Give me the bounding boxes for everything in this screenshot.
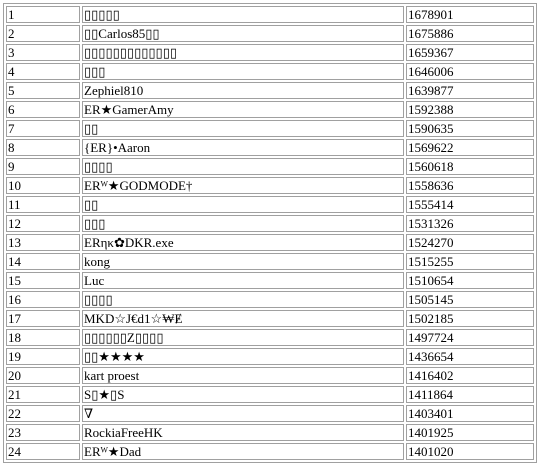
table-row [6, 386, 534, 403]
score-cell: 1678901 [406, 6, 534, 23]
player-name-cell: ▯▯ [82, 196, 404, 213]
player-name-cell: Zephiel810 [82, 82, 404, 99]
player-name-cell: ∇ [82, 405, 404, 422]
player-name-cell: ▯▯▯ [82, 215, 404, 232]
rank-cell: 12 [6, 215, 80, 232]
player-name-cell: ▯▯▯▯▯▯▯▯▯▯▯▯▯ [82, 44, 404, 61]
rank-cell: 8 [6, 139, 80, 156]
player-name-cell: kong [82, 253, 404, 270]
player-name-cell: ▯▯▯▯▯▯Z▯▯▯▯ [82, 329, 404, 346]
score-cell: 1560618 [406, 158, 534, 175]
score-cell: 1515255 [406, 253, 534, 270]
score-cell: 1590635 [406, 120, 534, 137]
player-name-cell: ERηκ✿DKR.exe [82, 234, 404, 251]
rank-cell: 21 [6, 386, 80, 403]
score-cell: 1659367 [406, 44, 534, 61]
rank-cell: 15 [6, 272, 80, 289]
rank-cell: 17 [6, 310, 80, 327]
score-cell: 1403401 [406, 405, 534, 422]
table-row [6, 158, 534, 175]
table-row [6, 120, 534, 137]
table-row [6, 177, 534, 194]
table-row [6, 82, 534, 99]
player-name-cell: kart proest [82, 367, 404, 384]
leaderboard-table [3, 3, 537, 463]
table-row [6, 329, 534, 346]
table-row [6, 25, 534, 42]
player-name-cell: ▯▯▯▯▯ [82, 6, 404, 23]
rank-cell: 20 [6, 367, 80, 384]
rank-cell: 18 [6, 329, 80, 346]
score-cell: 1646006 [406, 63, 534, 80]
table-row [6, 196, 534, 213]
player-name-cell: ▯▯▯▯ [82, 158, 404, 175]
rank-cell: 19 [6, 348, 80, 365]
rank-cell: 9 [6, 158, 80, 175]
player-name-cell: S▯★▯S [82, 386, 404, 403]
score-cell: 1675886 [406, 25, 534, 42]
table-row [6, 253, 534, 270]
rank-cell: 13 [6, 234, 80, 251]
table-row [6, 424, 534, 441]
rank-cell: 4 [6, 63, 80, 80]
rank-cell: 24 [6, 443, 80, 460]
score-cell: 1555414 [406, 196, 534, 213]
score-cell: 1401925 [406, 424, 534, 441]
score-cell: 1531326 [406, 215, 534, 232]
rank-cell: 22 [6, 405, 80, 422]
player-name-cell: RockiaFreeHK [82, 424, 404, 441]
player-name-cell: ▯▯ [82, 120, 404, 137]
score-cell: 1411864 [406, 386, 534, 403]
score-cell: 1401020 [406, 443, 534, 460]
rank-cell: 16 [6, 291, 80, 308]
player-name-cell: ERᵂ★Dad [82, 443, 404, 460]
table-row [6, 310, 534, 327]
table-row [6, 367, 534, 384]
player-name-cell: MKD☆J€d1☆₩Ɇ [82, 310, 404, 327]
rank-cell: 23 [6, 424, 80, 441]
table-row [6, 291, 534, 308]
rank-cell: 14 [6, 253, 80, 270]
rank-cell: 3 [6, 44, 80, 61]
table-row [6, 6, 534, 23]
score-cell: 1639877 [406, 82, 534, 99]
table-row [6, 139, 534, 156]
rank-cell: 1 [6, 6, 80, 23]
score-cell: 1592388 [406, 101, 534, 118]
score-cell: 1524270 [406, 234, 534, 251]
rank-cell: 2 [6, 25, 80, 42]
player-name-cell: ▯▯▯▯ [82, 291, 404, 308]
score-cell: 1416402 [406, 367, 534, 384]
rank-cell: 5 [6, 82, 80, 99]
score-cell: 1505145 [406, 291, 534, 308]
table-row [6, 215, 534, 232]
score-cell: 1510654 [406, 272, 534, 289]
table-row [6, 405, 534, 422]
table-row [6, 272, 534, 289]
table-row [6, 44, 534, 61]
table-row [6, 443, 534, 460]
player-name-cell: ▯▯★★★★ [82, 348, 404, 365]
rank-cell: 6 [6, 101, 80, 118]
player-name-cell: ▯▯Carlos85▯▯ [82, 25, 404, 42]
score-cell: 1558636 [406, 177, 534, 194]
table-row [6, 234, 534, 251]
rank-cell: 11 [6, 196, 80, 213]
table-row [6, 63, 534, 80]
score-cell: 1436654 [406, 348, 534, 365]
rank-cell: 7 [6, 120, 80, 137]
table-row [6, 101, 534, 118]
player-name-cell: ER★GamerAmy [82, 101, 404, 118]
player-name-cell: {ER}•Aaron [82, 139, 404, 156]
player-name-cell: ERᵂ★GODMODE† [82, 177, 404, 194]
player-name-cell: ▯▯▯ [82, 63, 404, 80]
rank-cell: 10 [6, 177, 80, 194]
leaderboard-body [6, 6, 534, 460]
player-name-cell: Luc [82, 272, 404, 289]
score-cell: 1502185 [406, 310, 534, 327]
score-cell: 1497724 [406, 329, 534, 346]
score-cell: 1569622 [406, 139, 534, 156]
table-row [6, 348, 534, 365]
